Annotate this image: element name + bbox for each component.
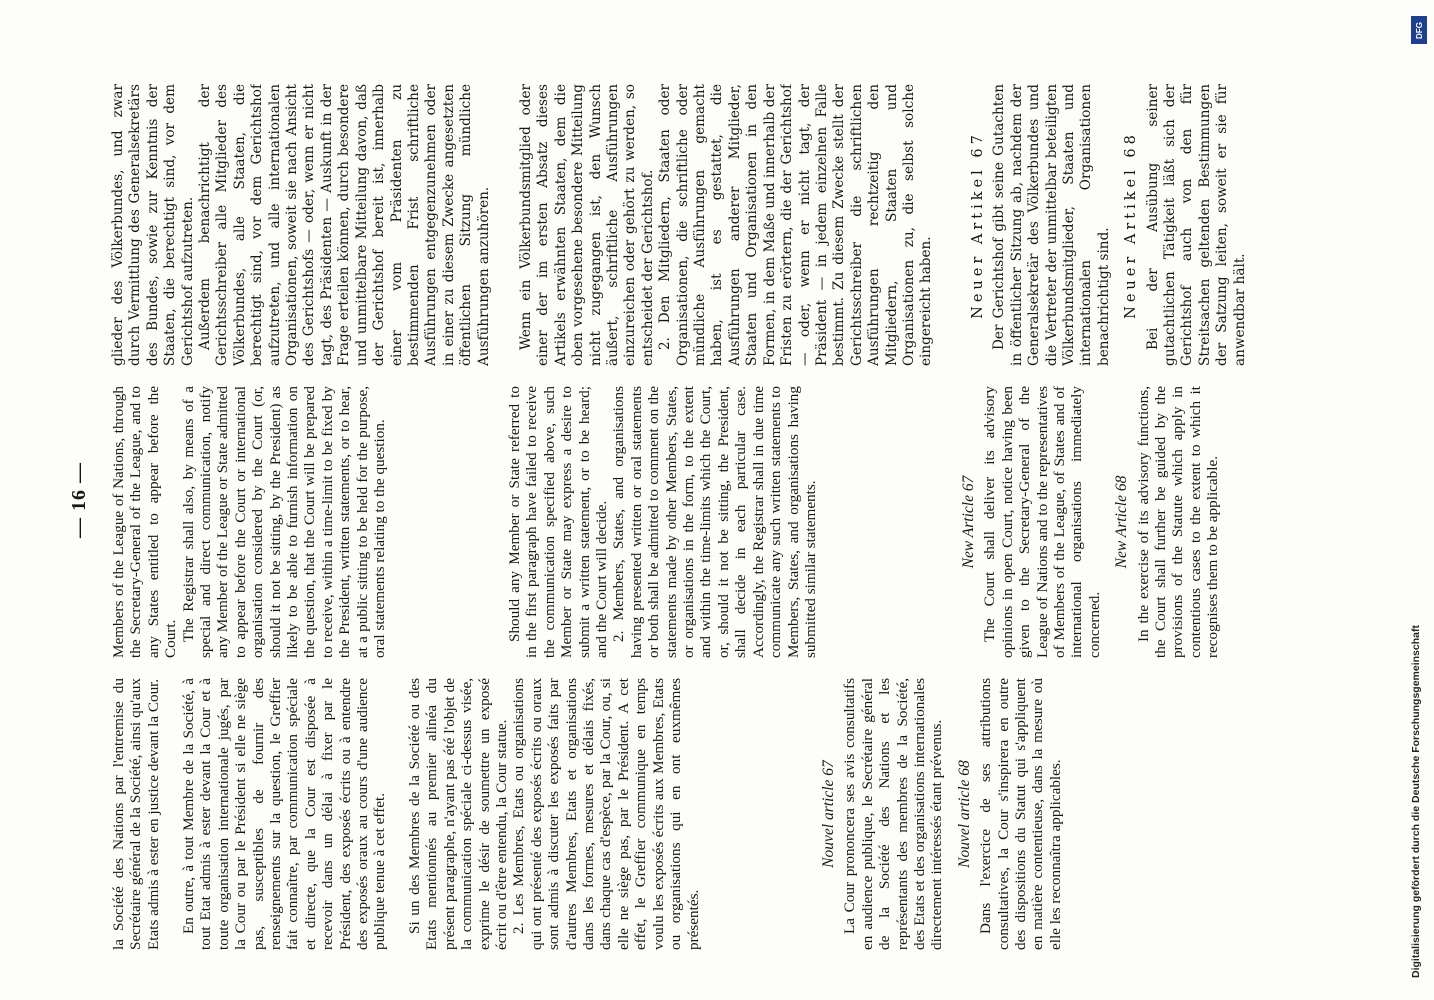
rotated-page [68, 50, 1310, 950]
german-article-67-heading: Neuer Artikel 67 [970, 131, 986, 319]
page-number: — 16 — [68, 462, 90, 538]
english-article-67-heading: New Article 67 [960, 475, 977, 569]
dfg-logo: DFG [1411, 16, 1427, 44]
digitization-credit [1408, 16, 1432, 986]
english-paragraph-6: In the exercise of its advisory functions, the Court shall further be guided by the provisions of the Statute which apply in contentious cases to the extent to which it recognises them to be applicable. [1134, 386, 1222, 658]
german-paragraph-3: Wenn ein Völkerbundsmitglied oder einer der im ersten Absatz dieses Artikels erwähnten Staaten, dem die oben vorgesehene besondere Mitteilung nicht zugegangen ist, den Wunsch äußert, schriftliche Ausführungen einzureichen oder gehört zu werden, so entscheidet der Gerichtshof. [518, 84, 656, 366]
english-article-68-heading: New Article 68 [1113, 475, 1131, 569]
french-paragraph-3: Si un des Membres de la Société ou des Etats mentionnés au premier alinéa du présent paragraphe, n'ayant pas été l'objet de la communication spéciale ci-dessus visée, exprime le désir de soumettre un exposé écrit ou d'être entendu, la Cour statue. [406, 678, 511, 950]
english-paragraph-5: The Court shall deliver its advisory opinions in open Court, notice having been given to the Secretary-General of the League of Nations and to the representatives of Members of the League, of States and of international organisations immediately concerned. [981, 386, 1103, 658]
credit-text: Digitalisierung gefördert durch die Deutsche Forschungsgemeinschaft [1410, 625, 1422, 978]
french-paragraph-5: La Cour prononcera ses avis consultatifs en audience publique, le Secrétaire général de la Société des Nations et les représentants des membres de la Société, des Etats et des organisations internationales directement intéressés étant prévenus. [841, 678, 946, 950]
german-paragraph-1: glieder des Völkerbundes, und zwar durch Vermittlung des Generalsekretärs des Bundes, sowie zur Kenntnis der Staaten, die berechtigt sind, vor dem Gerichtshof aufzutreten. [110, 84, 196, 366]
french-paragraph-2: En outre, à tout Membre de la Société, à tout Etat admis à ester devant la Cour et à toute organisation internationale jugés, par la Cour ou par le Président si elle ne siège pas, susceptibles de fournir des renseignements sur la question, le Greffier fait connaître, par communication spéciale et directe, que la Cour est disposée à recevoir dans un délai à fixer par le Président, des exposés écrits ou à entendre des exposés oraux au cours d'une audience publique tenue à cet effet. [180, 678, 389, 950]
french-article-68-heading: Nouvel article 68 [955, 760, 973, 868]
french-paragraph-1: la Société des Nations par l'entremise du Secrétaire général de la Société, ainsi qu'aux Etats admis à ester en justice devant la Cour. [110, 678, 162, 950]
english-paragraph-1: Members of the League of Nations, through the Secretary-General of the League, and to any States entitled to appear before the Court. [110, 386, 180, 658]
french-paragraph-6: Dans l'exercice de ses attributions consultatives, la Cour s'inspirera en outre des dispositions du Statut qui s'appliquent en matière contentieuse, dans la mesure où elle les reconnaîtra applicables. [977, 678, 1064, 950]
german-column [110, 84, 1295, 366]
english-paragraph-3: Should any Member or State referred to in the first paragraph have failed to receive the communication specified above, such Member or State may express a desire to submit a written statement, or to be heard; and the Court will decide. [506, 386, 611, 658]
german-paragraph-2: Außerdem benachrichtigt der Gerichtsschreiber alle Mitglieder des Völkerbundes, alle Staaten, die berechtigt sind, vor dem Gerichtshof aufzutreten, und alle internationalen Organisationen, soweit sie nach Ansicht des Gerichtshofs — oder, wenn er nicht tagt, des Präsidenten — Auskunft in der Frage erteilen können, durch besondere und unmittelbare Mitteilung davon, daß der Gerichtshof bereit ist, innerhalb einer vom Präsidenten zu bestimmenden Frist schriftliche Ausführungen entgegenzunehmen oder in einer zu diesem Zwecke angesetzten öffentlichen Sitzung mündliche Ausführungen anzuhören. [197, 84, 492, 366]
german-article-68-heading: Neuer Artikel 68 [1123, 131, 1140, 319]
french-paragraph-4: 2. Les Membres, Etats ou organisations qui ont présenté des exposés écrits ou oraux sont admis à discuter les exposés faits par d'autres Membres, Etats et organisations dans les formes, mesures et délais fixés, dans chaque cas d'espèce, par la Cour, ou, si elle ne siège pas, par le Président. A cet effet, le Greffier communique en temps voulu les exposés écrits aux Membres, Etats ou organisations qui en ont euxmêmes présentés. [510, 678, 702, 950]
german-paragraph-5: Der Gerichtshof gibt seine Gutachten in öffentlicher Sitzung ab, nachdem der Generalsekretär des Völkerbundes und die Vertreter der unmittelbar beteiligten Völkerbundsmitglieder, Staaten und internationalen Organisationen benachrichtigt sind. [991, 84, 1112, 366]
english-paragraph-4: 2. Members, States, and organisations having presented written or oral statements or both shall be admitted to comment on the statements made by other Members, States, or organisations in the form, to the extent and within the time-limits which the Court, or, should it not be sitting, the President, shall decide in each particular case. Accordingly, the Registrar shall in due time communicate any such written statements to Members, States, and organisations having submitted similar statements. [610, 386, 819, 658]
english-paragraph-2: The Registrar shall also, by means of a special and direct communication, notify any Member of the League or State admitted to appear before the Court or international organisation considered by the Court (or, should it not be sitting, by the President) as likely to be able to furnish information on the question, that the Court will be prepared to receive, within a time-limit to be fixed by the President, written statements, or to hear, at a public sitting to be held for the purpose, oral statements relating to the question. [179, 386, 389, 658]
german-paragraph-6: Bei der Ausübung seiner gutachtlichen Tätigkeit läßt sich der Gerichtshof auch von den für Streitsachen geltenden Bestimmungen der Satzung leiten, soweit er sie für anwendbar hält. [1144, 84, 1248, 366]
german-paragraph-4: 2. Den Mitgliedern, Staaten oder Organisationen, die schriftliche oder mündliche Ausführungen gemacht haben, ist es gestattet, die Ausführungen anderer Mitglieder, Staaten und Organisationen in den Formen, in dem Maße und innerhalb der Fristen zu erörtern, die der Gerichtshof — oder, wenn er nicht tagt, der Präsident — in jedem einzelnen Falle bestimmt. Zu diesem Zwecke stellt der Gerichtsschreiber die schriftlichen Ausführungen rechtzeitig den Mitgliedern, Staaten und Organisationen zu, die selbst solche eingereicht haben. [657, 84, 935, 366]
french-column [110, 678, 1295, 950]
english-column [110, 386, 1295, 658]
french-article-67-heading: Nouvel article 67 [820, 760, 837, 868]
